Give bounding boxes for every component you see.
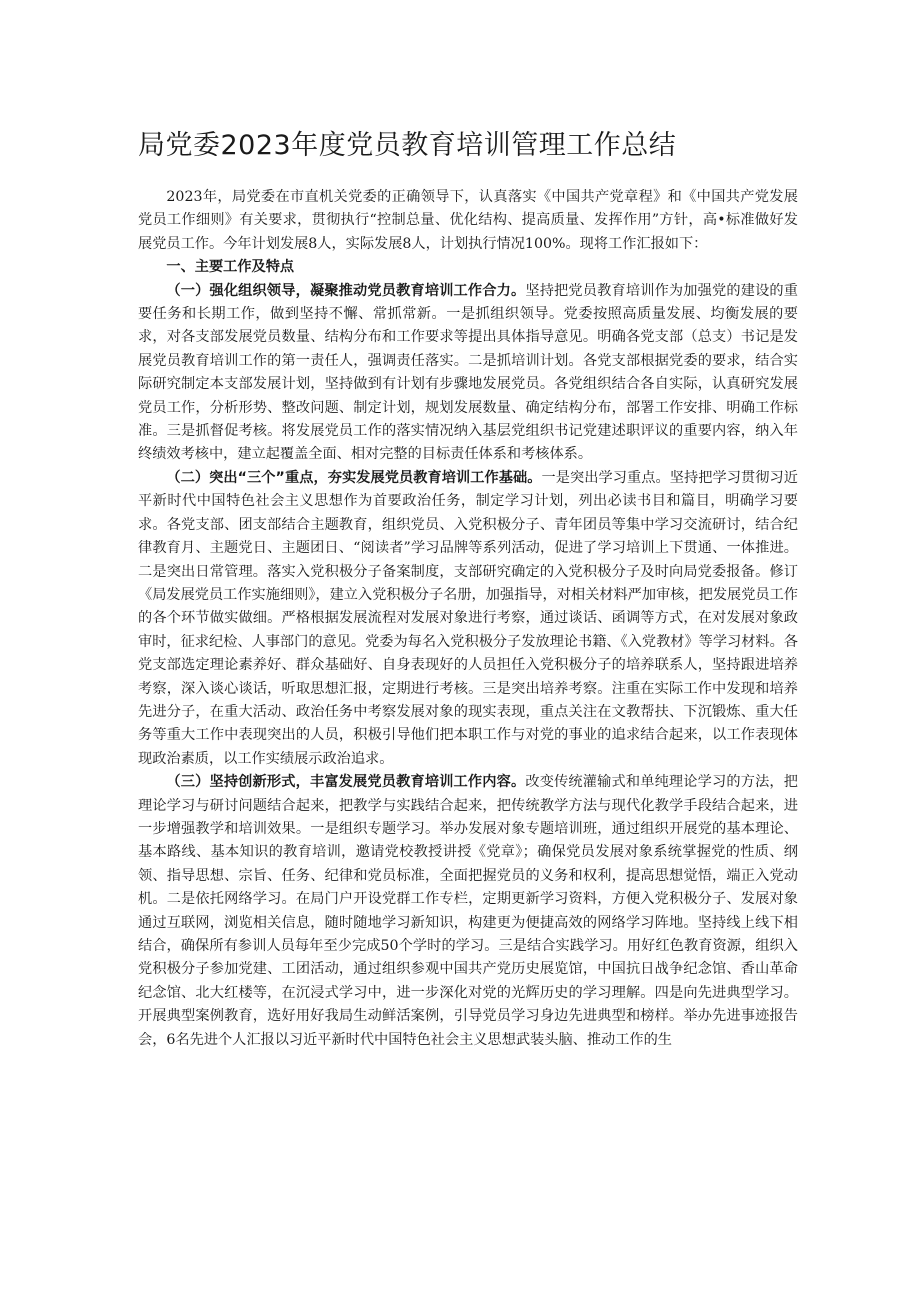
intro-paragraph: 2023年，局党委在市直机关党委的正确领导下，认真落实《中国共产党章程》和《中国共产党发展党员工作细则》有关要求，贯彻执行“控制总量、优化结构、提高质量、发挥作用”方针，高•标准做好发展党员工作。今年计划发展8人，实际发展8人，计划执行情况100%。现将工作汇报如下： (138, 189, 798, 252)
item-lead-3: （三）坚持创新形式，丰富发展党员教育培训工作内容。 (166, 774, 526, 791)
section-heading: 一、主要工作及特点 (166, 259, 295, 276)
document-page (138, 128, 798, 1052)
item-body-3: 改变传统灌输式和单纯理论学习的方法，把理论学习与研讨问题结合起来，把教学与实践结合起来，把传统教学方法与现代化教学手段结合起来，进一步增强教学和培训效果。一是组织专题学习。举办发展对象专题培训班，通过组织开展党的基本理论、基本路线、基本知识的教育培训，邀请党校教授讲授《党章》；确保党员发展对象系统掌握党的性质、纲领、指导思想、宗旨、任务、纪律和党员标准，全面把握党员的义务和权利，提高思想觉悟，端正入党动机。二是依托网络学习。在局门户开设党群工作专栏，定期更新学习资料，方便入党积极分子、发展对象通过互联网，浏览相关信息，随时随地学习新知识，构建更为便捷高效的网络学习阵地。坚持线上线下相结合，确保所有参训人员每年至少完成50个学时的学习。三是结合实践学习。用好红色教育资源，组织入党积极分子参加党建、工团活动，通过组织参观中国共产党历史展览馆，中国抗日战争纪念馆、香山革命纪念馆、北大红楼等，在沉浸式学习中，进一步深化对党的光辉历史的学习理解。四是向先进典型学习。开展典型案例教育，选好用好我局生动鲜活案例，引导党员学习身边先进典型和榜样。举办先进事迹报告会，6名先进个人汇报以习近平新时代中国特色社会主义思想武装头脑、推动工作的生 (138, 774, 798, 1048)
item-body-1: 坚持把党员教育培训作为加强党的建设的重要任务和长期工作，做到坚持不懈、常抓常新。一是抓组织领导。党委按照高质量发展、均衡发展的要求，对各支部发展党员数量、结构分布和工作要求等提出具体指导意见。明确各党支部（总支）书记是发展党员教育培训工作的第一责任人，强调责任落实。二是抓培训计划。各党支部根据党委的要求，结合实际研究制定本支部发展计划，坚持做到有计划有步骤地发展党员。各党组织结合各自实际，认真研究发展党员工作，分析形势、整改问题、制定计划，规划发展数量、确定结构分布，部署工作安排、明确工作标准。三是抓督促考核。将发展党员工作的落实情况纳入基层党组织书记党建述职评议的重要内容，纳入年终绩效考核中，建立起覆盖全面、相对完整的目标责任体系和考核体系。 (138, 282, 798, 463)
item-lead-1: （一）强化组织领导，凝聚推动党员教育培训工作合力。 (166, 282, 526, 299)
item-lead-2: （二）突出“三个”重点，夯实发展党员教育培训工作基础。 (166, 469, 542, 486)
item-paragraph-2 (138, 467, 798, 771)
item-paragraph-1 (138, 280, 798, 467)
document-title: 局党委2023年度党员教育培训管理工作总结 (138, 130, 677, 161)
item-body-2: 一是突出学习重点。坚持把学习贯彻习近平新时代中国特色社会主义思想作为首要政治任务，制定学习计划，列出必读书目和篇目，明确学习要求。各党支部、团支部结合主题教育，组织党员、入党积极分子、青年团员等集中学习交流研讨，结合纪律教育月、主题党日、主题团日、“阅读者”学习品牌等系列活动，促进了学习培训上下贯通、一体推进。二是突出日常管理。落实入党积极分子备案制度，支部研究确定的入党积极分子及时向局党委报备。修订《局发展党员工作实施细则》，建立入党积极分子名册，加强指导，对相关材料严加审核，把发展党员工作的各个环节做实做细。严格根据发展流程对发展对象进行考察，通过谈话、函调等方式，在对发展对象政审时，征求纪检、人事部门的意见。党委为每名入党积极分子发放理论书籍、《入党教材》等学习材料。各党支部选定理论素养好、群众基础好、自身表现好的人员担任入党积极分子的培养联系人，坚持跟进培养考察，深入谈心谈话，听取思想汇报，定期进行考核。三是突出培养考察。注重在实际工作中发现和培养先进分子，在重大活动、政治任务中考察发展对象的现实表现，重点关注在文教帮扶、下沉锻炼、重大任务等重大工作中表现突出的人员，积极引导他们把本职工作与对党的事业的追求结合起来，以工作表现体现政治素质，以工作实绩展示政治追求。 (138, 469, 798, 767)
item-paragraph-3 (138, 771, 798, 1052)
